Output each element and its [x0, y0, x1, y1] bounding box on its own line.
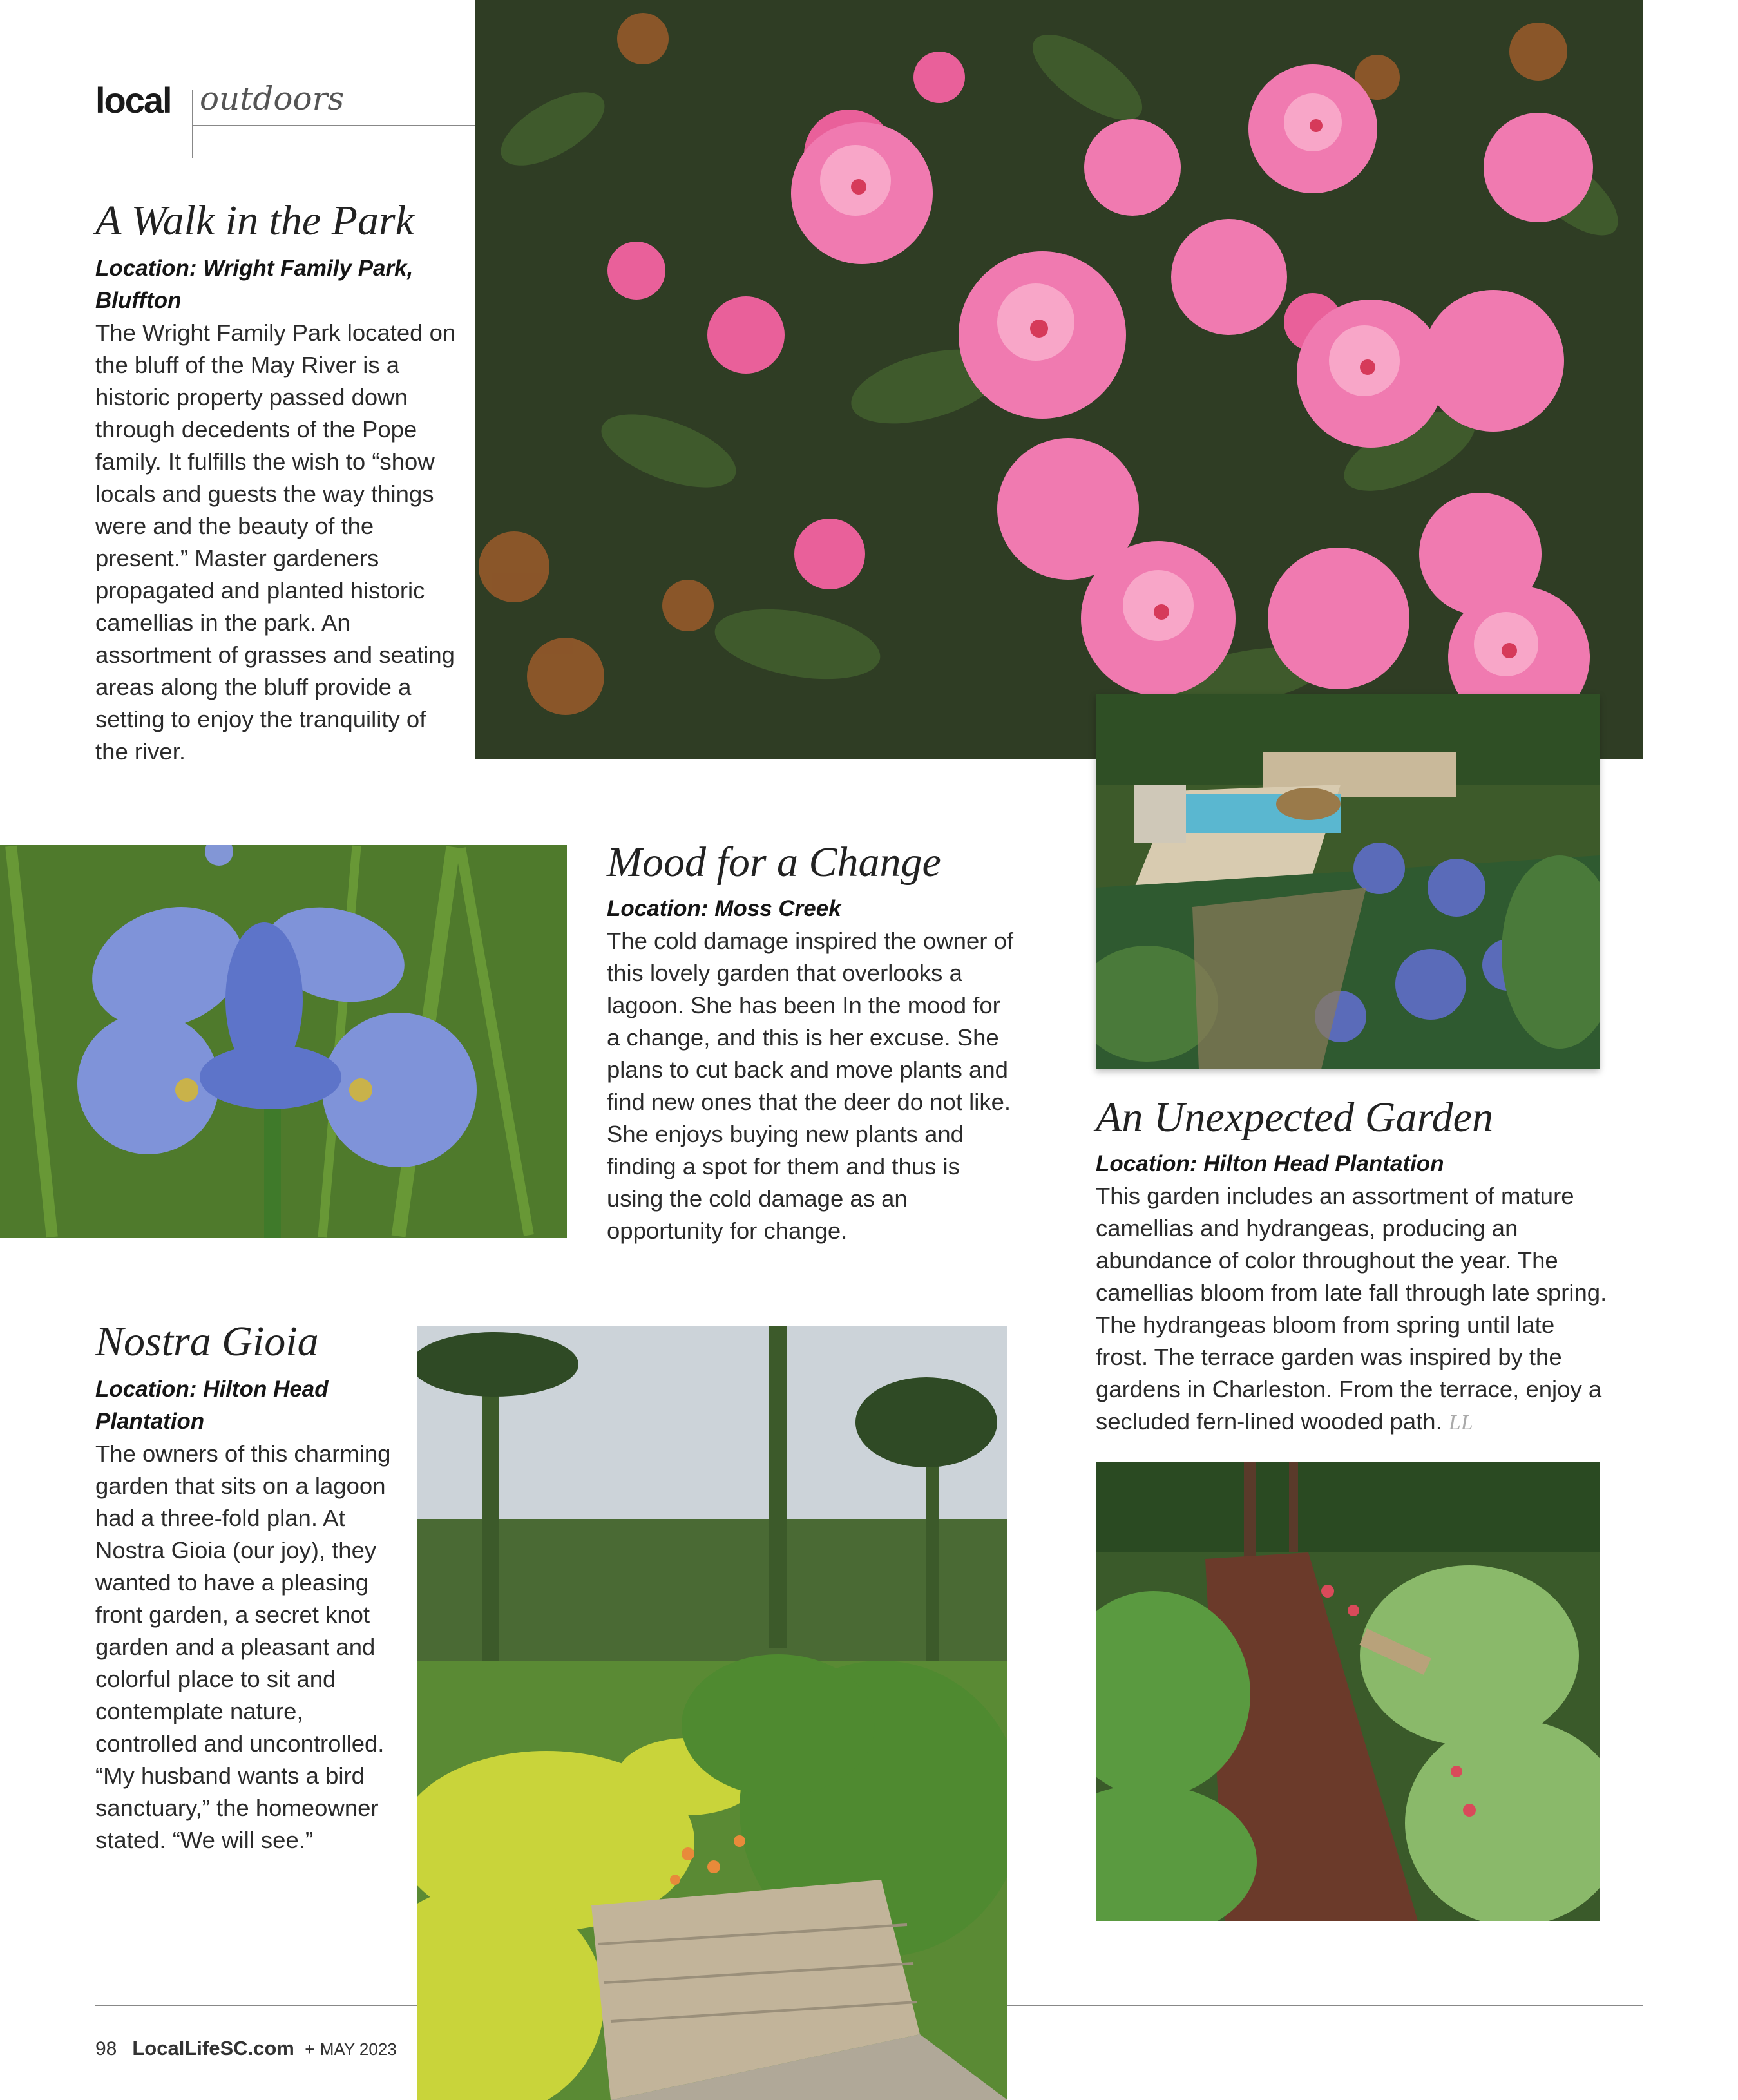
article-body: The Wright Family Park located on the bluff of the May River is a historic property passed down through decedents of the Pope family. It fulfills the wish to “show locals and guests the way things were and the beauty of the present.” Master gardeners propagated and planted historic camellias in the park. An assortment of grasses and seating areas along the bluff provide a setting to enjoy the tranquility of the river.	[95, 320, 456, 765]
article-location: Location: Hilton Head Plantation	[1096, 1151, 1444, 1176]
pool-garden-photo	[1096, 694, 1600, 1069]
author-initials: LL	[1448, 1411, 1473, 1435]
article-body: This garden includes an assortment of mature camellias and hydrangeas, producing an abundance of color throughout the year. The camellias bloom from late fall through late spring. The hydrangeas bloom from spring until late frost. The terrace garden was inspired by the gardens in Charleston. From the terrace, enjoy a secluded fern-lined wooded path. LL	[1096, 1183, 1607, 1435]
article-title: An Unexpected Garden	[1096, 1094, 1493, 1141]
article-location: Location: Hilton Head Plantation	[95, 1377, 329, 1434]
article-mood-for-a-change	[607, 841, 1019, 1247]
article-body: The owners of this charming garden that sits on a lagoon had a three-fold plan. At Nostra Gioia (our joy), they wanted to have a pleasing front garden, a secret knot garden and a pleasant and colorful place to sit and contemplate nature, controlled and uncontrolled. “My husband wants a bird sanctuary,” the homeowner stated. “We will see.”	[95, 1440, 391, 1853]
article-title: A Walk in the Park	[95, 197, 414, 244]
footer-plus: +	[305, 2039, 315, 2059]
article-title: Nostra Gioia	[95, 1318, 319, 1365]
footer-issue: MAY 2023	[320, 2039, 397, 2059]
article-location: Location: Wright Family Park, Bluffton	[95, 256, 414, 313]
header-divider-vertical	[192, 90, 193, 158]
footer-rule-right	[1007, 2005, 1643, 2006]
article-nostra-gioia	[95, 1318, 398, 1857]
palm-garden-photo	[417, 1326, 1007, 2100]
page-number: 98	[95, 2038, 117, 2059]
section-label: outdoors	[200, 80, 345, 117]
article-walk-in-the-park	[95, 197, 456, 768]
article-title: Mood for a Change	[607, 839, 941, 886]
fern-path-photo	[1096, 1462, 1600, 1921]
brand-logo: local	[95, 80, 171, 120]
article-body: The cold damage inspired the owner of this lovely garden that overlooks a lagoon. She has been In the mood for a change, and this is her excuse. She plans to cut back and move plants and find new ones that the deer do not like. She enjoys buying new plants and finding a spot for them and thus is using the cold damage as an opportunity for change.	[607, 928, 1014, 1244]
footer-site: LocalLifeSC.com	[132, 2037, 294, 2059]
camellia-photo	[475, 0, 1643, 759]
article-location: Location: Moss Creek	[607, 896, 841, 921]
page-footer	[95, 2037, 397, 2060]
article-unexpected-garden	[1096, 1096, 1611, 1439]
header-divider-horizontal	[192, 125, 475, 126]
footer-rule-left	[95, 2005, 417, 2006]
iris-photo	[0, 845, 567, 1238]
